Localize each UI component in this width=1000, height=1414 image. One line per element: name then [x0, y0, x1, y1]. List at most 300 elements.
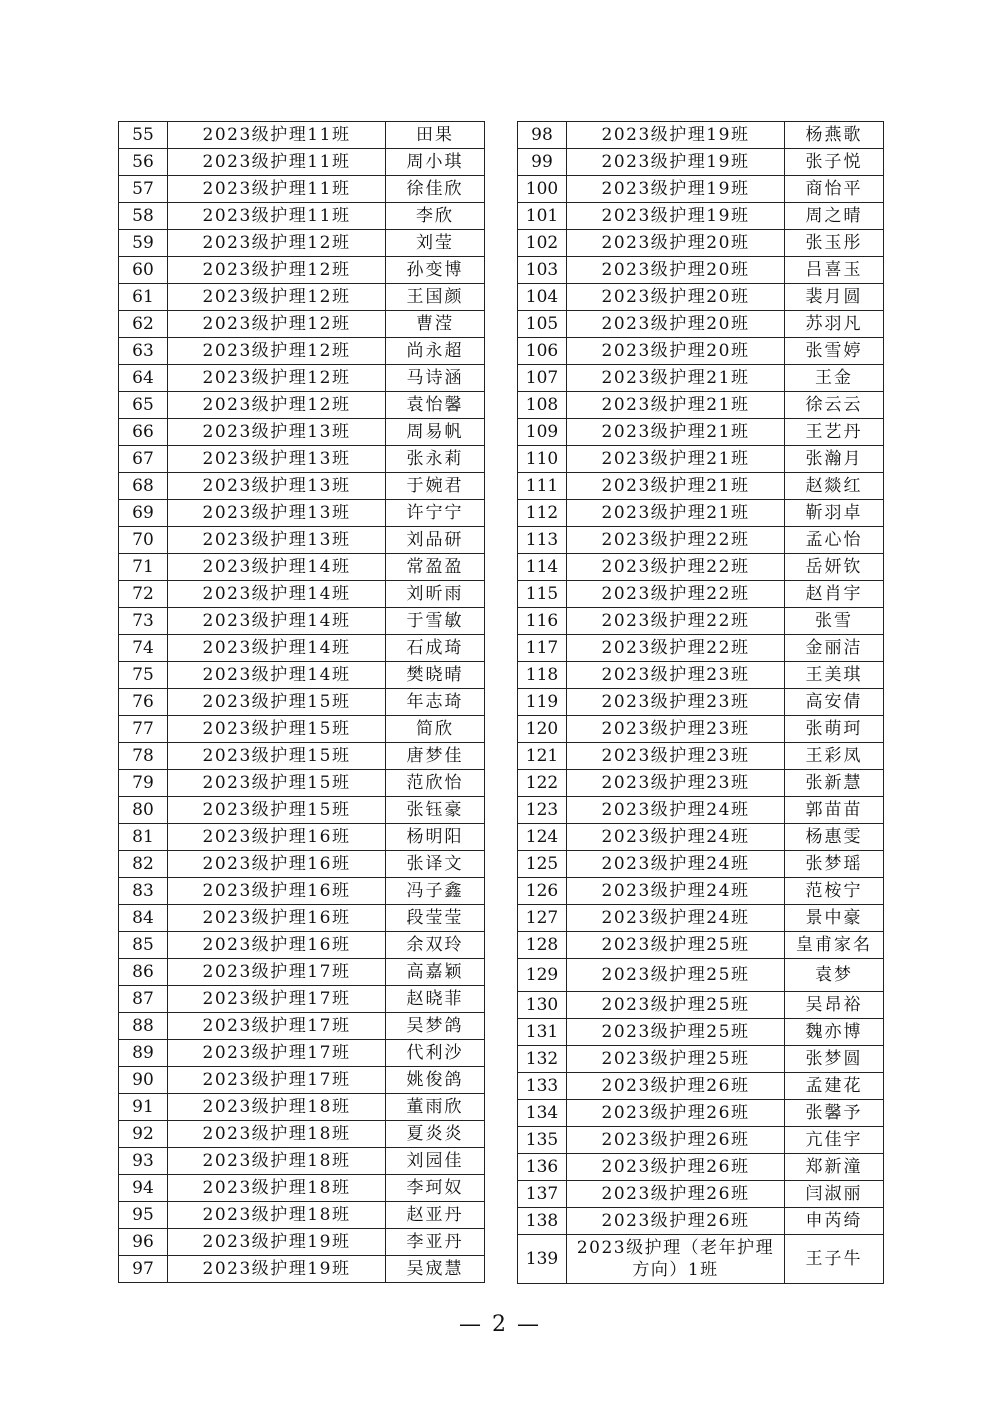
student-name: 樊晓晴	[386, 662, 485, 689]
table-row	[119, 176, 485, 203]
student-name: 郭苗苗	[785, 797, 884, 824]
class-name: 2023级护理20班	[567, 284, 785, 311]
table-row	[518, 770, 884, 797]
class-name: 2023级护理14班	[168, 554, 386, 581]
row-number: 81	[119, 824, 168, 851]
class-name: 2023级护理20班	[567, 257, 785, 284]
class-name: 2023级护理12班	[168, 230, 386, 257]
row-number: 73	[119, 608, 168, 635]
table-row	[518, 743, 884, 770]
class-name: 2023级护理16班	[168, 878, 386, 905]
student-name: 李亚丹	[386, 1229, 485, 1256]
table-row	[119, 446, 485, 473]
class-name: 2023级护理15班	[168, 770, 386, 797]
table-row	[518, 1073, 884, 1100]
class-name: 2023级护理15班	[168, 716, 386, 743]
class-name: 2023级护理19班	[567, 203, 785, 230]
row-number: 124	[518, 824, 567, 851]
row-number: 76	[119, 689, 168, 716]
table-row	[119, 230, 485, 257]
table-row	[119, 986, 485, 1013]
page-number: — 2 —	[459, 1312, 541, 1337]
row-number: 82	[119, 851, 168, 878]
student-name: 赵晓菲	[386, 986, 485, 1013]
table-row	[119, 608, 485, 635]
table-row	[518, 203, 884, 230]
row-number: 105	[518, 311, 567, 338]
student-name: 刘园佳	[386, 1148, 485, 1175]
student-name: 张瀚月	[785, 446, 884, 473]
class-name: 2023级护理13班	[168, 473, 386, 500]
table-row	[119, 1013, 485, 1040]
row-number: 108	[518, 392, 567, 419]
student-name: 张梦瑶	[785, 851, 884, 878]
student-name: 张雪婷	[785, 338, 884, 365]
student-name: 孙变博	[386, 257, 485, 284]
class-name: 2023级护理22班	[567, 608, 785, 635]
table-row	[119, 1175, 485, 1202]
class-name: 2023级护理15班	[168, 689, 386, 716]
roster-table-left	[118, 121, 485, 1283]
row-number: 63	[119, 338, 168, 365]
class-name: 2023级护理25班	[567, 932, 785, 959]
class-name: 2023级护理17班	[168, 1013, 386, 1040]
student-name: 赵亚丹	[386, 1202, 485, 1229]
row-number: 55	[119, 122, 168, 149]
row-number: 117	[518, 635, 567, 662]
row-number: 77	[119, 716, 168, 743]
row-number: 121	[518, 743, 567, 770]
row-number: 132	[518, 1046, 567, 1073]
row-number: 126	[518, 878, 567, 905]
student-name: 王子牛	[785, 1235, 884, 1284]
class-name: 2023级护理22班	[567, 581, 785, 608]
class-name: 2023级护理18班	[168, 1094, 386, 1121]
class-name: 2023级护理17班	[168, 959, 386, 986]
table-row	[119, 635, 485, 662]
student-name: 杨明阳	[386, 824, 485, 851]
table-row	[119, 1256, 485, 1283]
student-name: 孟心怡	[785, 527, 884, 554]
class-name: 2023级护理22班	[567, 554, 785, 581]
student-name: 王彩凤	[785, 743, 884, 770]
table-row	[518, 554, 884, 581]
student-name: 赵燚红	[785, 473, 884, 500]
class-name: 2023级护理16班	[168, 851, 386, 878]
student-name: 申芮绮	[785, 1208, 884, 1235]
row-number: 78	[119, 743, 168, 770]
row-number: 95	[119, 1202, 168, 1229]
class-name: 2023级护理18班	[168, 1121, 386, 1148]
row-number: 131	[518, 1019, 567, 1046]
row-number: 96	[119, 1229, 168, 1256]
table-row	[518, 1154, 884, 1181]
student-name: 王金	[785, 365, 884, 392]
class-name: 2023级护理26班	[567, 1181, 785, 1208]
row-number: 97	[119, 1256, 168, 1283]
student-name: 吕喜玉	[785, 257, 884, 284]
table-row	[119, 689, 485, 716]
student-name: 吴昂裕	[785, 992, 884, 1019]
student-name: 张子悦	[785, 149, 884, 176]
class-name: 2023级护理25班	[567, 992, 785, 1019]
student-name: 闫淑丽	[785, 1181, 884, 1208]
student-name: 张译文	[386, 851, 485, 878]
row-number: 125	[518, 851, 567, 878]
class-name: 2023级护理20班	[567, 230, 785, 257]
row-number: 93	[119, 1148, 168, 1175]
row-number: 56	[119, 149, 168, 176]
class-name: 2023级护理17班	[168, 986, 386, 1013]
table-row	[119, 284, 485, 311]
student-name: 郑新潼	[785, 1154, 884, 1181]
table-row	[518, 662, 884, 689]
class-name: 2023级护理14班	[168, 662, 386, 689]
table-row	[119, 122, 485, 149]
class-name: 2023级护理26班	[567, 1073, 785, 1100]
student-name: 代利沙	[386, 1040, 485, 1067]
table-row	[119, 581, 485, 608]
class-name: 2023级护理13班	[168, 527, 386, 554]
row-number: 129	[518, 959, 567, 992]
class-name: 2023级护理19班	[567, 149, 785, 176]
table-row	[119, 743, 485, 770]
student-name: 金丽洁	[785, 635, 884, 662]
row-number: 101	[518, 203, 567, 230]
row-number: 109	[518, 419, 567, 446]
class-name: 2023级护理21班	[567, 446, 785, 473]
row-number: 80	[119, 797, 168, 824]
row-number: 87	[119, 986, 168, 1013]
class-name: 2023级护理12班	[168, 257, 386, 284]
row-number: 89	[119, 1040, 168, 1067]
row-number: 127	[518, 905, 567, 932]
class-name: 2023级护理16班	[168, 905, 386, 932]
table-row	[518, 1181, 884, 1208]
table-row	[518, 1046, 884, 1073]
class-name: 2023级护理16班	[168, 824, 386, 851]
row-number: 75	[119, 662, 168, 689]
row-number: 99	[518, 149, 567, 176]
table-row	[518, 959, 884, 992]
class-name: 2023级护理14班	[168, 635, 386, 662]
table-row	[518, 1100, 884, 1127]
student-name: 姚俊鸽	[386, 1067, 485, 1094]
class-name: 2023级护理20班	[567, 311, 785, 338]
row-number: 130	[518, 992, 567, 1019]
student-name: 徐佳欣	[386, 176, 485, 203]
student-name: 李欣	[386, 203, 485, 230]
row-number: 135	[518, 1127, 567, 1154]
row-number: 62	[119, 311, 168, 338]
student-name: 王艺丹	[785, 419, 884, 446]
table-row	[518, 419, 884, 446]
roster-table-right	[517, 121, 884, 1284]
student-name: 张萌珂	[785, 716, 884, 743]
class-name: 2023级护理12班	[168, 392, 386, 419]
table-row	[518, 365, 884, 392]
student-name: 刘品研	[386, 527, 485, 554]
class-name: 2023级护理25班	[567, 959, 785, 992]
student-name: 吴宬慧	[386, 1256, 485, 1283]
student-name: 年志琦	[386, 689, 485, 716]
row-number: 115	[518, 581, 567, 608]
class-name: 2023级护理19班	[168, 1229, 386, 1256]
student-name: 张雪	[785, 608, 884, 635]
student-name: 张玉彤	[785, 230, 884, 257]
table-row	[119, 1229, 485, 1256]
class-name: 2023级护理12班	[168, 284, 386, 311]
table-row	[518, 824, 884, 851]
class-name: 2023级护理26班	[567, 1127, 785, 1154]
table-row	[518, 446, 884, 473]
student-name: 景中豪	[785, 905, 884, 932]
student-name: 周小琪	[386, 149, 485, 176]
student-name: 余双玲	[386, 932, 485, 959]
student-name: 冯子鑫	[386, 878, 485, 905]
student-name: 赵肖宇	[785, 581, 884, 608]
table-row	[119, 1067, 485, 1094]
student-name: 范欣怡	[386, 770, 485, 797]
table-row	[119, 392, 485, 419]
row-number: 107	[518, 365, 567, 392]
row-number: 83	[119, 878, 168, 905]
class-name: 2023级护理26班	[567, 1208, 785, 1235]
row-number: 128	[518, 932, 567, 959]
row-number: 79	[119, 770, 168, 797]
class-name: 2023级护理11班	[168, 176, 386, 203]
class-name: 2023级护理21班	[567, 500, 785, 527]
student-name: 靳羽卓	[785, 500, 884, 527]
row-number: 103	[518, 257, 567, 284]
table-row	[518, 257, 884, 284]
student-name: 刘昕雨	[386, 581, 485, 608]
table-row	[119, 797, 485, 824]
class-name: 2023级护理19班	[567, 176, 785, 203]
row-number: 113	[518, 527, 567, 554]
table-row	[119, 959, 485, 986]
table-row	[119, 878, 485, 905]
class-name: 2023级护理20班	[567, 338, 785, 365]
table-row	[119, 149, 485, 176]
table-row	[119, 311, 485, 338]
row-number: 136	[518, 1154, 567, 1181]
row-number: 61	[119, 284, 168, 311]
table-row	[518, 905, 884, 932]
table-row	[518, 1019, 884, 1046]
table-row	[518, 122, 884, 149]
student-name: 段莹莹	[386, 905, 485, 932]
class-name: 2023级护理18班	[168, 1202, 386, 1229]
table-row	[119, 932, 485, 959]
table-row	[518, 635, 884, 662]
class-name: 2023级护理24班	[567, 878, 785, 905]
student-name: 张新慧	[785, 770, 884, 797]
student-name: 尚永超	[386, 338, 485, 365]
class-name: 2023级护理24班	[567, 851, 785, 878]
row-number: 111	[518, 473, 567, 500]
student-name: 商怡平	[785, 176, 884, 203]
table-row	[518, 608, 884, 635]
table-row	[518, 932, 884, 959]
student-name: 张永莉	[386, 446, 485, 473]
table-row	[518, 1208, 884, 1235]
class-name: 2023级护理17班	[168, 1067, 386, 1094]
class-name: 2023级护理25班	[567, 1046, 785, 1073]
table-row	[119, 203, 485, 230]
student-name: 简欣	[386, 716, 485, 743]
row-number: 84	[119, 905, 168, 932]
row-number: 118	[518, 662, 567, 689]
row-number: 90	[119, 1067, 168, 1094]
class-name: 2023级护理21班	[567, 473, 785, 500]
table-row	[119, 419, 485, 446]
student-name: 石成琦	[386, 635, 485, 662]
row-number: 100	[518, 176, 567, 203]
student-name: 皇甫家名	[785, 932, 884, 959]
table-row	[119, 905, 485, 932]
student-name: 裴月圆	[785, 284, 884, 311]
class-name: 2023级护理23班	[567, 770, 785, 797]
student-name: 于婉君	[386, 473, 485, 500]
table-row	[119, 338, 485, 365]
student-name: 周之晴	[785, 203, 884, 230]
table-row	[518, 473, 884, 500]
row-number: 71	[119, 554, 168, 581]
table-row	[518, 149, 884, 176]
class-name: 2023级护理19班	[567, 122, 785, 149]
class-name: 2023级护理12班	[168, 338, 386, 365]
table-row	[119, 554, 485, 581]
table-row	[119, 770, 485, 797]
class-name: 2023级护理15班	[168, 743, 386, 770]
class-name: 2023级护理18班	[168, 1175, 386, 1202]
student-name: 杨燕歌	[785, 122, 884, 149]
row-number: 64	[119, 365, 168, 392]
table-row	[518, 851, 884, 878]
table-row	[518, 338, 884, 365]
student-name: 田果	[386, 122, 485, 149]
row-number: 67	[119, 446, 168, 473]
table-row	[119, 1094, 485, 1121]
row-number: 139	[518, 1235, 567, 1284]
table-row	[119, 473, 485, 500]
student-name: 苏羽凡	[785, 311, 884, 338]
class-name: 2023级护理11班	[168, 149, 386, 176]
row-number: 120	[518, 716, 567, 743]
table-row	[518, 500, 884, 527]
row-number: 60	[119, 257, 168, 284]
table-row	[119, 662, 485, 689]
student-name: 董雨欣	[386, 1094, 485, 1121]
student-name: 徐云云	[785, 392, 884, 419]
table-row	[119, 527, 485, 554]
row-number: 138	[518, 1208, 567, 1235]
row-number: 94	[119, 1175, 168, 1202]
class-name: 2023级护理13班	[168, 419, 386, 446]
class-name: 2023级护理12班	[168, 311, 386, 338]
student-name: 王美琪	[785, 662, 884, 689]
table-row	[119, 1121, 485, 1148]
row-number: 92	[119, 1121, 168, 1148]
row-number: 66	[119, 419, 168, 446]
row-number: 137	[518, 1181, 567, 1208]
class-name: 2023级护理23班	[567, 716, 785, 743]
row-number: 70	[119, 527, 168, 554]
class-name: 2023级护理（老年护理方向）1班	[567, 1235, 785, 1284]
class-name: 2023级护理11班	[168, 122, 386, 149]
row-number: 86	[119, 959, 168, 986]
student-name: 张钰豪	[386, 797, 485, 824]
table-row	[518, 1127, 884, 1154]
row-number: 114	[518, 554, 567, 581]
row-number: 133	[518, 1073, 567, 1100]
table-row	[119, 1202, 485, 1229]
row-number: 112	[518, 500, 567, 527]
class-name: 2023级护理14班	[168, 581, 386, 608]
table-row	[518, 284, 884, 311]
row-number: 72	[119, 581, 168, 608]
class-name: 2023级护理22班	[567, 527, 785, 554]
class-name: 2023级护理24班	[567, 905, 785, 932]
row-number: 88	[119, 1013, 168, 1040]
row-number: 123	[518, 797, 567, 824]
class-name: 2023级护理26班	[567, 1154, 785, 1181]
row-number: 134	[518, 1100, 567, 1127]
table-row	[119, 1040, 485, 1067]
class-name: 2023级护理23班	[567, 743, 785, 770]
row-number: 91	[119, 1094, 168, 1121]
row-number: 104	[518, 284, 567, 311]
table-row	[518, 581, 884, 608]
student-name: 张馨予	[785, 1100, 884, 1127]
table-row	[119, 257, 485, 284]
table-row	[518, 689, 884, 716]
class-name: 2023级护理24班	[567, 824, 785, 851]
table-row	[119, 716, 485, 743]
class-name: 2023级护理12班	[168, 365, 386, 392]
row-number: 106	[518, 338, 567, 365]
row-number: 122	[518, 770, 567, 797]
student-name: 周易帆	[386, 419, 485, 446]
row-number: 57	[119, 176, 168, 203]
row-number: 59	[119, 230, 168, 257]
row-number: 110	[518, 446, 567, 473]
class-name: 2023级护理24班	[567, 797, 785, 824]
student-name: 曹滢	[386, 311, 485, 338]
class-name: 2023级护理18班	[168, 1148, 386, 1175]
student-name: 孟建花	[785, 1073, 884, 1100]
class-name: 2023级护理23班	[567, 662, 785, 689]
class-name: 2023级护理11班	[168, 203, 386, 230]
row-number: 58	[119, 203, 168, 230]
row-number: 65	[119, 392, 168, 419]
table-row	[518, 1235, 884, 1284]
table-row	[518, 527, 884, 554]
student-name: 亢佳宇	[785, 1127, 884, 1154]
row-number: 98	[518, 122, 567, 149]
row-number: 68	[119, 473, 168, 500]
student-name: 吴梦鸽	[386, 1013, 485, 1040]
table-row	[518, 176, 884, 203]
class-name: 2023级护理19班	[168, 1256, 386, 1283]
student-name: 唐梦佳	[386, 743, 485, 770]
class-name: 2023级护理26班	[567, 1100, 785, 1127]
student-name: 岳妍钦	[785, 554, 884, 581]
table-row	[518, 878, 884, 905]
student-name: 高安倩	[785, 689, 884, 716]
student-name: 刘莹	[386, 230, 485, 257]
